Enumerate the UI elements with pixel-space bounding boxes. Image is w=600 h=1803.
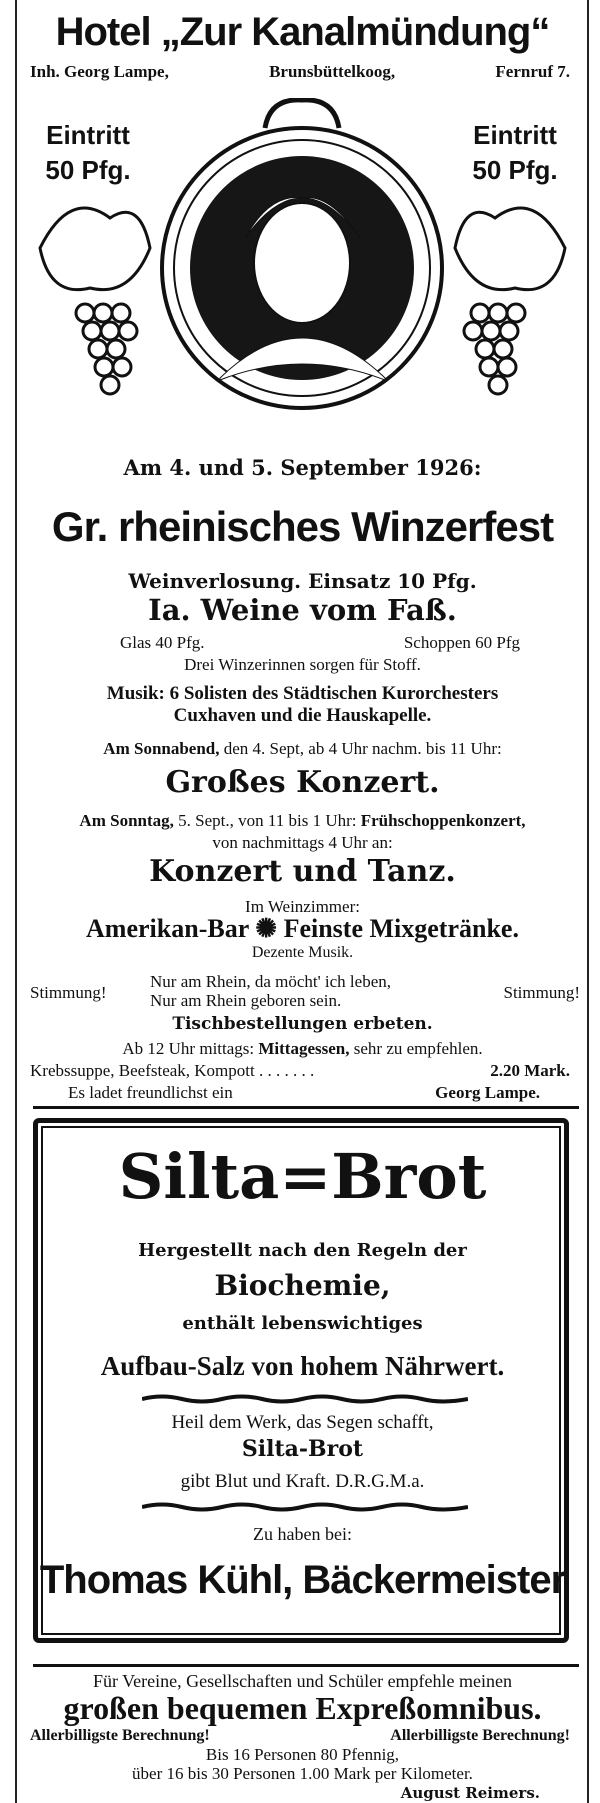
- winzerinnen: Drei Winzerinnen sorgen für Stoff.: [184, 655, 421, 674]
- cheap-line: Allerbilligste Berechnung! Allerbilligste Berechnung!: [30, 1727, 570, 1744]
- bread-line-1: Hergestellt nach den Regeln der: [138, 1240, 467, 1261]
- admission-right: Eintritt 50 Pfg.: [472, 120, 558, 186]
- decent-music: Dezente Musik.: [251, 944, 354, 961]
- bus-signature: August Reimers.: [400, 1784, 540, 1802]
- wines-from-barrel: Ia. Weine vom Faß.: [148, 593, 457, 627]
- schoppen-price: Schoppen 60 Pfg: [403, 633, 520, 652]
- flower-ornament-icon: ✺: [255, 914, 278, 943]
- portrait-illustration: [30, 98, 575, 453]
- bus-price-2: über 16 bis 30 Personen 1.00 Mark per Kilometer.: [132, 1764, 473, 1783]
- bread-line-2: Biochemie,: [214, 1269, 391, 1302]
- slogan-2: Silta-Brot: [241, 1436, 364, 1462]
- baker-name: Thomas Kühl, Bäckermeister: [39, 1558, 566, 1602]
- slogan-1: Heil dem Werk, das Segen schafft,: [171, 1412, 434, 1433]
- concert-and-dance: Konzert und Tanz.: [149, 854, 456, 889]
- phone: Fernruf 7.: [495, 62, 570, 81]
- wine-room: Im Weinzimmer:: [245, 897, 360, 916]
- page-border-right: [587, 0, 589, 1803]
- admission-left: Eintritt 50 Pfg.: [45, 120, 131, 186]
- divider: [33, 1664, 579, 1667]
- grand-concert: Großes Konzert.: [165, 765, 440, 800]
- available-at: Zu haben bei:: [253, 1524, 352, 1544]
- saturday-line: Am Sonnabend, den 4. Sept, ab 4 Uhr nachm. bis 11 Uhr:: [103, 739, 502, 758]
- menu-price: 2.20 Mark.: [490, 1061, 570, 1080]
- divider: [33, 1106, 579, 1109]
- page-border-left: [15, 0, 17, 1803]
- verse: Nur am Rhein, da möcht' ich leben, Nur am Rhein geboren sein.: [150, 972, 391, 1010]
- date-line: Am 4. und 5. September 1926:: [123, 455, 482, 480]
- music-line-1: Musik: 6 Solisten des Städtischen Kurorchesters: [106, 683, 499, 704]
- invite-line: Es ladet freundlichst ein Georg Lampe.: [68, 1083, 540, 1102]
- menu-line: Krebssuppe, Beefsteak, Kompott . . . . . . . 2.20 Mark.: [30, 1061, 570, 1080]
- bus-headline: großen bequemen Expreßomnibus.: [63, 1690, 542, 1726]
- bread-line-3: enthält lebenswichtiges: [182, 1313, 423, 1334]
- grape-vine-icon-right: [455, 208, 565, 394]
- wavy-rule: [142, 1394, 468, 1404]
- wine-prices: [120, 633, 520, 653]
- mood-left: Stimmung!: [30, 983, 107, 1002]
- bread-line-4: Aufbau-Salz von hohem Nährwert.: [100, 1351, 505, 1381]
- slogan-3: gibt Blut und Kraft. D.R.G.M.a.: [180, 1471, 425, 1492]
- mood-right: Stimmung!: [503, 983, 580, 1002]
- place: Brunsbüttelkoog,: [269, 62, 396, 81]
- bus-price-1: Bis 16 Personen 80 Pfennig,: [205, 1745, 400, 1764]
- wavy-rule: [142, 1502, 468, 1512]
- signature: Georg Lampe.: [435, 1083, 540, 1102]
- grape-vine-icon-left: [40, 208, 150, 394]
- hotel-title: Hotel „Zur Kanalmündung“: [55, 10, 550, 54]
- wine-lottery: Weinverlosung. Einsatz 10 Pfg.: [128, 569, 477, 593]
- afternoon-line: von nachmittags 4 Uhr an:: [212, 833, 393, 852]
- bread-title: Silta=Brot: [118, 1140, 487, 1213]
- music-line-2: Cuxhaven und die Hauskapelle.: [173, 705, 432, 726]
- sunday-line: Am Sonntag, 5. Sept., von 11 bis 1 Uhr: Frühschoppenkonzert,: [79, 811, 526, 830]
- event-title: Gr. rheinisches Winzerfest: [51, 503, 554, 550]
- reservations: Tischbestellungen erbeten.: [172, 1014, 433, 1034]
- bus-line-1: Für Vereine, Gesellschaften und Schüler empfehle meinen: [92, 1671, 513, 1691]
- bar-line: Amerikan-Bar ✺ Feinste Mixgetränke.: [86, 914, 519, 943]
- glass-price: Glas 40 Pfg.: [120, 633, 205, 652]
- owner: Inh. Georg Lampe,: [30, 62, 169, 81]
- lunch-line: Ab 12 Uhr mittags: Mittagessen, sehr zu empfehlen.: [122, 1039, 483, 1058]
- hotel-subtitle: [30, 62, 570, 82]
